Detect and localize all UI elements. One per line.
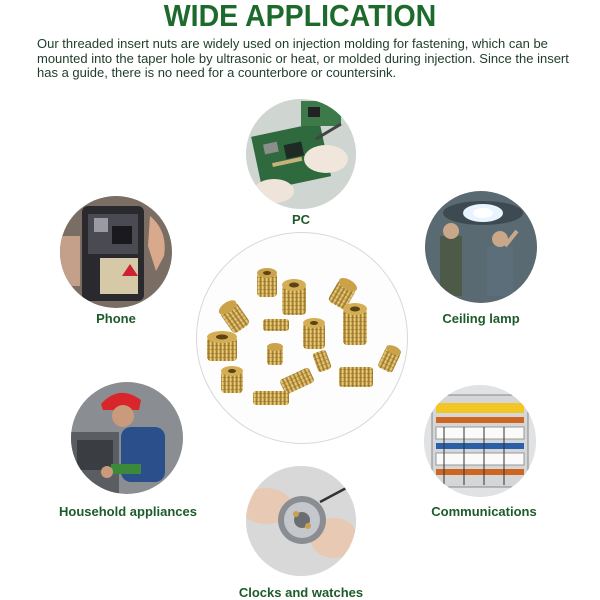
ceiling-lamp-image xyxy=(425,191,537,303)
page-title: WIDE APPLICATION xyxy=(163,0,437,33)
household-label: Household appliances xyxy=(59,504,197,519)
phone-label: Phone xyxy=(96,311,136,326)
ceiling-lamp-illustration xyxy=(425,191,537,303)
insert-9 xyxy=(267,343,283,365)
insert-12 xyxy=(377,343,402,373)
insert-7 xyxy=(343,303,367,345)
pc-image xyxy=(246,99,356,209)
clocks-image xyxy=(246,466,356,576)
brass-inserts-image xyxy=(196,232,408,444)
insert-13 xyxy=(221,366,243,393)
clocks-label: Clocks and watches xyxy=(238,585,364,600)
insert-11 xyxy=(339,367,373,387)
household-image xyxy=(71,382,183,494)
insert-2 xyxy=(282,279,306,315)
phone-repair-illustration xyxy=(60,196,172,308)
insert-5 xyxy=(263,319,289,331)
insert-4 xyxy=(216,298,250,335)
communications-label: Communications xyxy=(431,504,537,519)
insert-8 xyxy=(207,331,237,361)
insert-15 xyxy=(253,391,289,405)
insert-1 xyxy=(257,268,277,297)
insert-10 xyxy=(312,349,332,373)
ceiling-lamp-label: Ceiling lamp xyxy=(442,311,520,326)
watch-repair-illustration xyxy=(246,466,356,576)
insert-14 xyxy=(279,367,315,395)
insert-6 xyxy=(303,318,325,349)
pc-motherboard-illustration xyxy=(246,99,356,209)
communications-panel-illustration xyxy=(424,385,536,497)
household-repair-illustration xyxy=(71,382,183,494)
brass-inserts-illustration xyxy=(197,233,407,443)
pc-label: PC xyxy=(291,212,311,227)
description-text: Our threaded insert nuts are widely used on injection molding for fastening, which can be mounted into the taper hole by ultrasonic or heat, or molded during injection. Since the insert has a guide, there is no need for a counterbore or countersink. xyxy=(37,36,569,80)
communications-image xyxy=(424,385,536,497)
phone-image xyxy=(60,196,172,308)
